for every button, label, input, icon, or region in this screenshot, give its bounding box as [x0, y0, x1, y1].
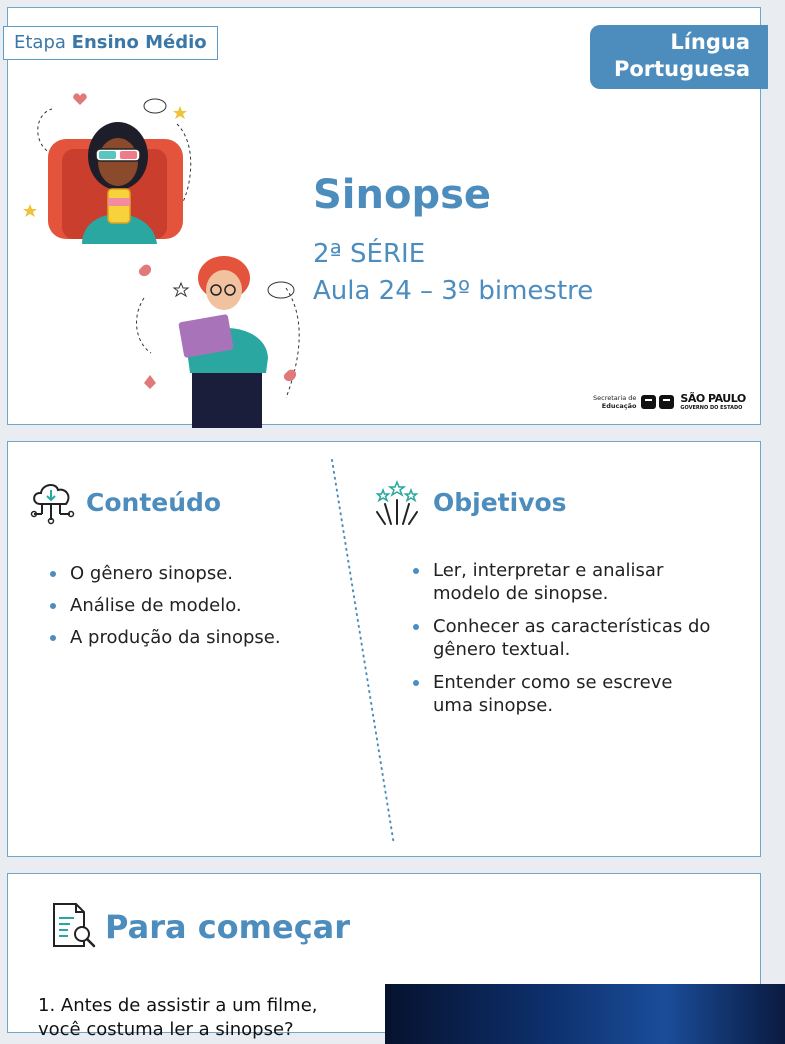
sp-emblem-icon: [641, 393, 675, 411]
subject-line-2: Portuguesa: [613, 57, 750, 81]
list-item: Ler, interpretar e analisar modelo de sinopse.: [411, 559, 716, 605]
sao-paulo-text: SÃO PAULO: [680, 392, 746, 405]
document-search-icon: [48, 902, 98, 950]
subject-tab: [590, 25, 768, 89]
lesson-number: Aula 24 – 3º bimestre: [313, 276, 594, 306]
subject-line-1: Língua: [670, 30, 750, 54]
list-item: O gênero sinopse.: [48, 562, 318, 585]
movie-photo: [385, 984, 785, 1044]
conteudo-title: Conteúdo: [86, 488, 222, 517]
etapa-level: Ensino Médio: [71, 32, 207, 53]
conteudo-list: [48, 562, 318, 649]
para-comecar-title: Para começar: [105, 908, 351, 946]
secretaria-line-2: Educação: [601, 401, 637, 410]
objetivos-list: [411, 559, 716, 717]
government-logo: [593, 392, 746, 411]
fireworks-icon: [373, 478, 421, 526]
question-1: 1. Antes de assistir a um filme, você costuma ler a sinopse?: [38, 995, 318, 1040]
cover-slide: [7, 7, 761, 425]
boy-reading-illustration: [126, 248, 316, 428]
governo-text: GOVERNO DO ESTADO: [680, 405, 743, 411]
list-item: Conhecer as características do gênero textual.: [411, 615, 716, 661]
list-item: Análise de modelo.: [48, 594, 318, 617]
content-objectives-slide: [7, 441, 761, 857]
list-item: A produção da sinopse.: [48, 626, 318, 649]
sao-paulo-wordmark: [680, 392, 745, 411]
etapa-prefix: Etapa: [14, 32, 66, 53]
secretaria-label: [593, 394, 636, 410]
para-comecar-slide: [7, 873, 761, 1040]
lesson-grade: 2ª SÉRIE: [313, 239, 426, 269]
etapa-badge: [3, 26, 218, 60]
list-item: Entender como se escreve uma sinopse.: [411, 671, 716, 717]
secretaria-line-1: Secretaria de: [593, 393, 637, 402]
cloud-network-icon: [30, 480, 76, 526]
objetivos-title: Objetivos: [433, 488, 567, 517]
lesson-title: Sinopse: [313, 172, 492, 218]
girl-cinema-illustration: [22, 94, 207, 244]
